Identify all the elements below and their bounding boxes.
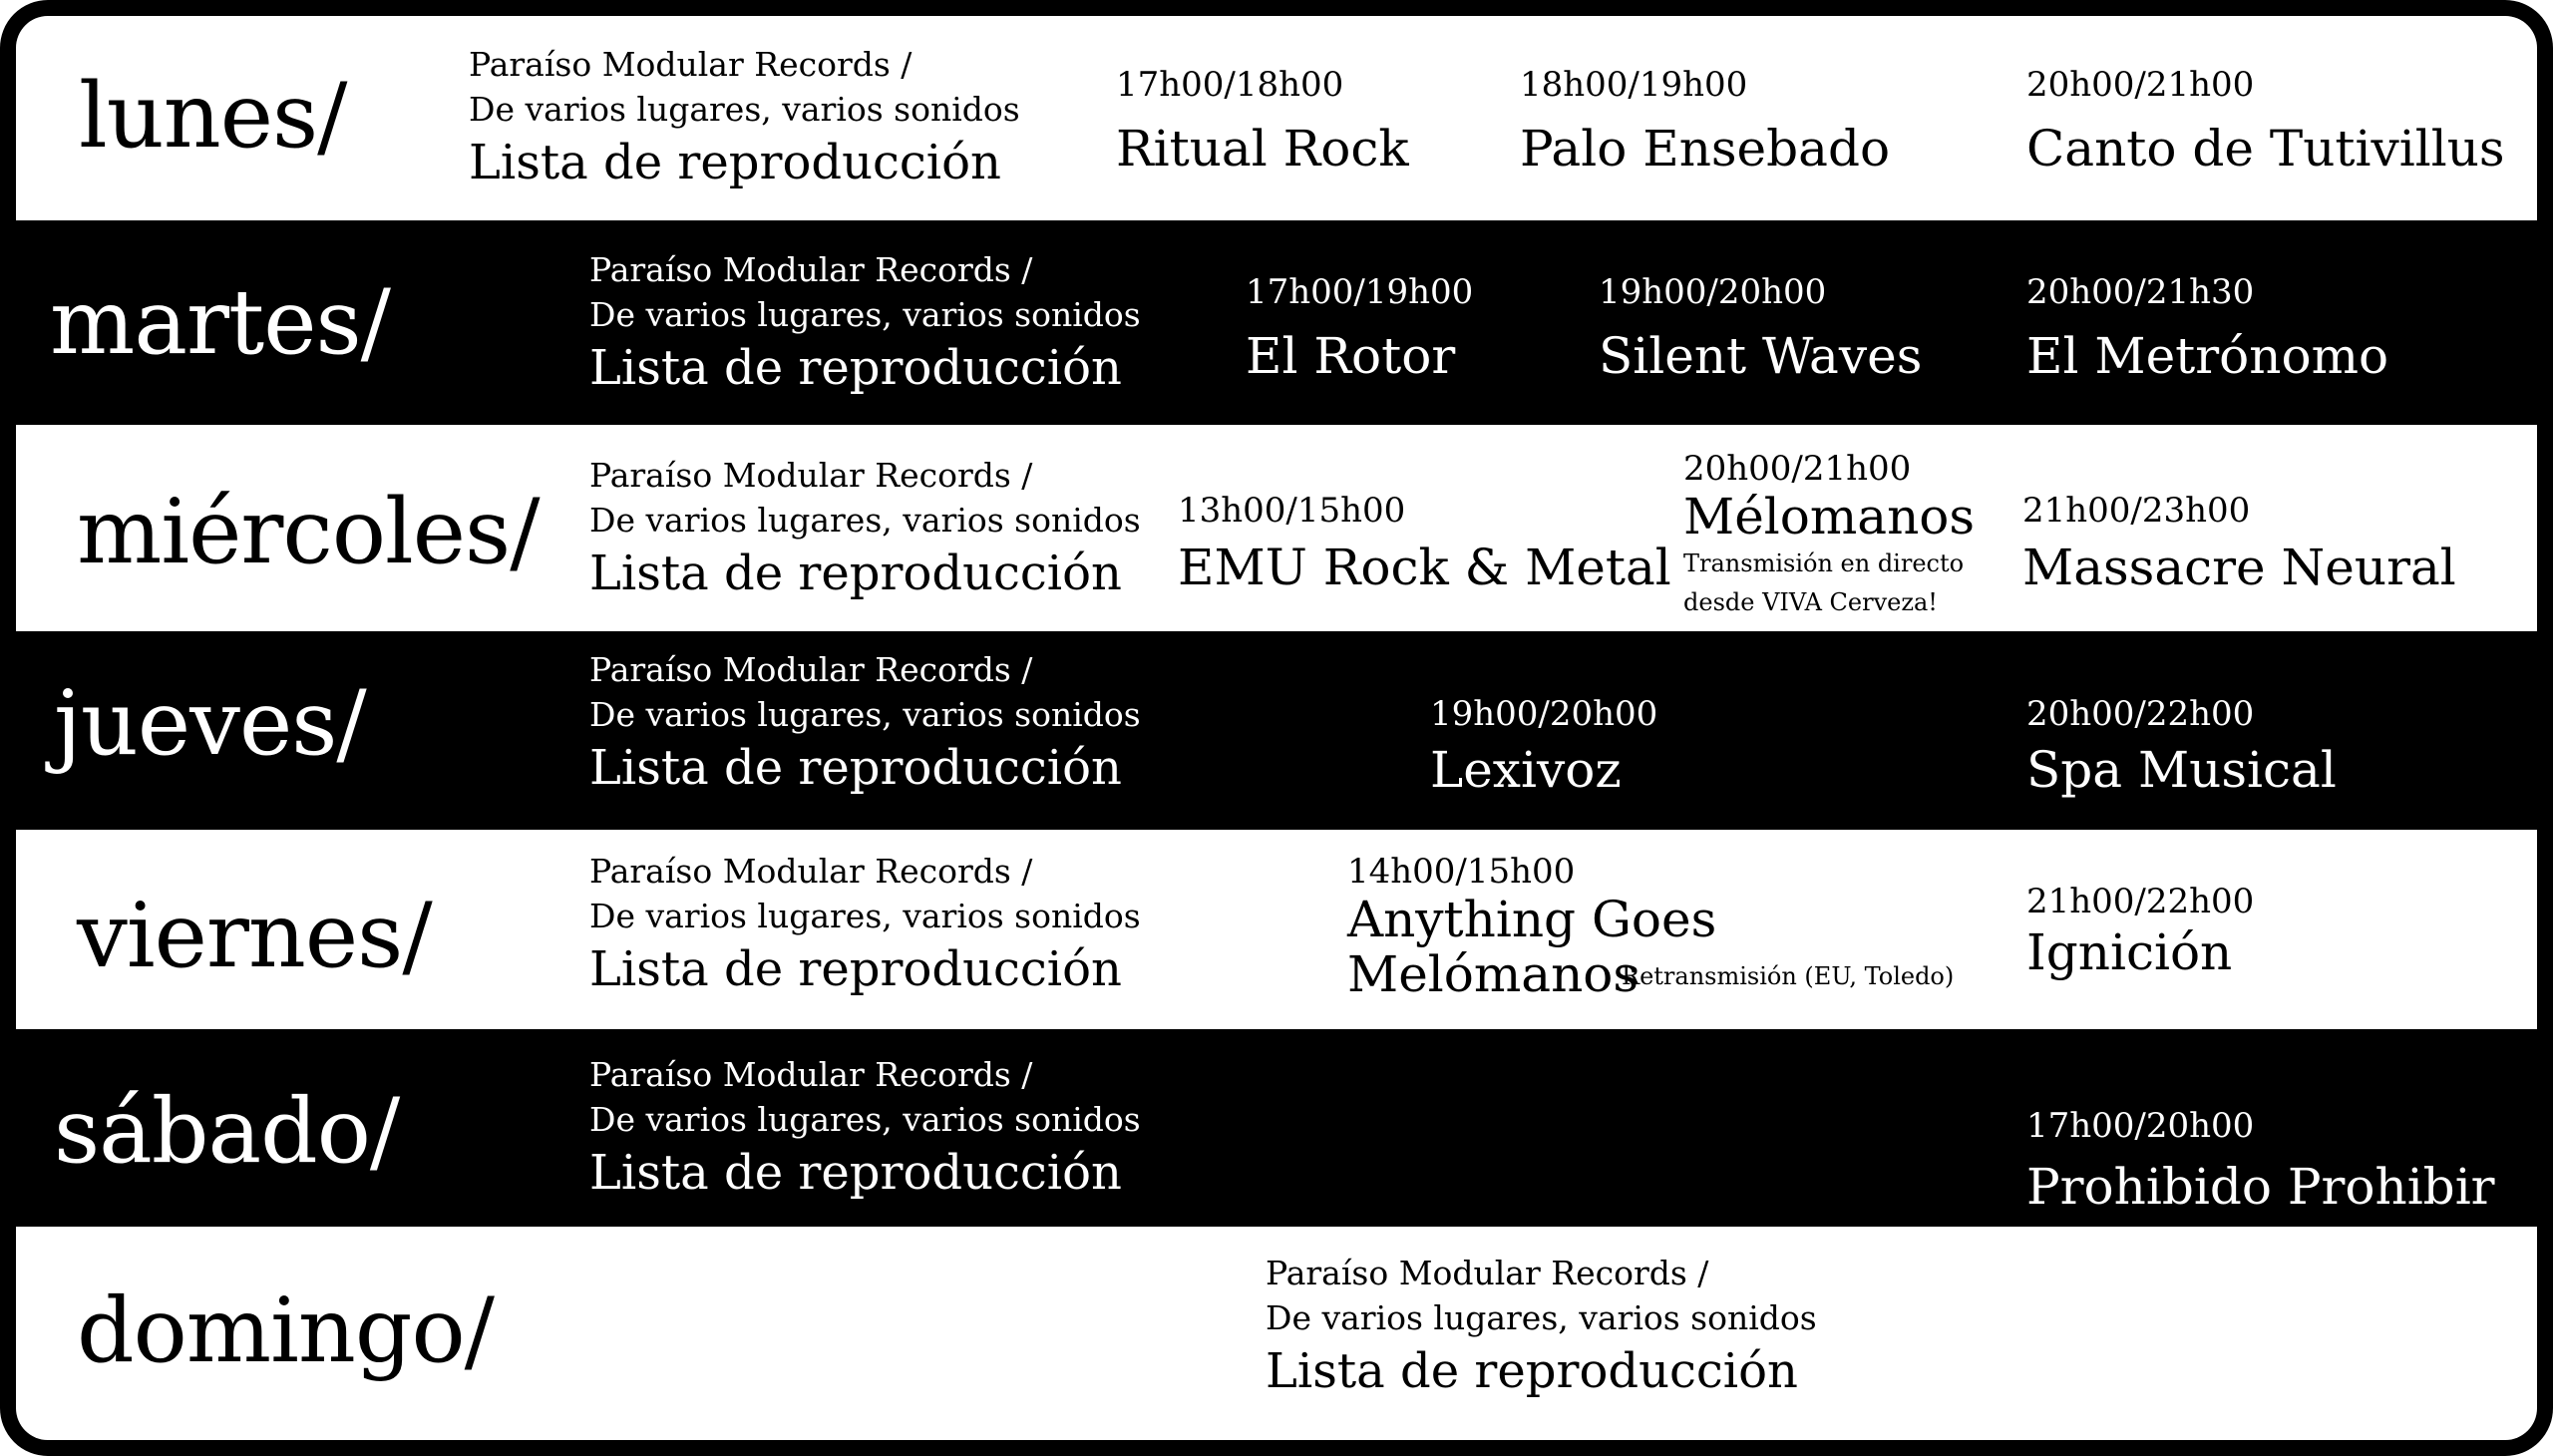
playlist-title: Lista de reproducción <box>1266 1343 1798 1399</box>
day-label: jueves/ <box>54 671 366 776</box>
show-name: Ignición <box>2026 923 2233 981</box>
playlist-label: Paraíso Modular Records / <box>589 852 1033 891</box>
show-note: Transmisión en directo <box>1683 549 1965 577</box>
show-time: 14h00/15h00 <box>1347 852 1576 892</box>
playlist-label: Paraíso Modular Records / <box>589 1055 1033 1094</box>
day-row-miercoles <box>16 425 2537 631</box>
day-label: lunes/ <box>79 64 347 169</box>
day-row-sabado <box>16 1029 2537 1227</box>
show-note: Retransmisión (EU, Toledo) <box>1622 962 1955 990</box>
playlist-title: Lista de reproducción <box>589 546 1122 601</box>
show-time: 21h00/22h00 <box>2026 882 2255 921</box>
playlist-subtitle: De varios lugares, varios sonidos <box>589 501 1141 540</box>
show-time: 17h00/18h00 <box>1116 65 1344 105</box>
playlist-subtitle: De varios lugares, varios sonidos <box>589 295 1141 334</box>
show-time: 20h00/21h00 <box>1683 449 1912 489</box>
day-row-jueves <box>16 631 2537 830</box>
show-name: Lexivoz <box>1430 741 1622 799</box>
day-row-viernes <box>16 830 2537 1029</box>
show-time: 19h00/20h00 <box>1430 694 1658 734</box>
day-row-martes <box>16 220 2537 425</box>
show-name: Canto de Tutivillus <box>2026 120 2505 178</box>
show-name: El Rotor <box>1246 327 1456 385</box>
show-time: 17h00/20h00 <box>2026 1106 2255 1146</box>
playlist-title: Lista de reproducción <box>589 1145 1122 1201</box>
show-time: 19h00/20h00 <box>1599 272 1827 312</box>
playlist-title: Lista de reproducción <box>589 941 1122 997</box>
show-name: Anything Goes <box>1347 891 1717 948</box>
show-name: Melómanos <box>1347 945 1640 1003</box>
playlist-title: Lista de reproducción <box>589 340 1122 396</box>
show-time: 17h00/19h00 <box>1246 272 1474 312</box>
day-label: martes/ <box>50 270 390 375</box>
show-time: 13h00/15h00 <box>1178 491 1406 531</box>
show-time: 18h00/19h00 <box>1520 65 1748 105</box>
show-time: 20h00/21h30 <box>2026 272 2255 312</box>
playlist-subtitle: De varios lugares, varios sonidos <box>469 90 1020 129</box>
show-name: Silent Waves <box>1599 327 1923 385</box>
show-time: 20h00/21h00 <box>2026 65 2255 105</box>
playlist-subtitle: De varios lugares, varios sonidos <box>589 897 1141 935</box>
playlist-subtitle: De varios lugares, varios sonidos <box>589 695 1141 734</box>
day-label: sábado/ <box>54 1079 400 1184</box>
day-label: viernes/ <box>77 884 432 988</box>
playlist-label: Paraíso Modular Records / <box>589 650 1033 689</box>
playlist-title: Lista de reproducción <box>469 135 1001 190</box>
show-time: 21h00/23h00 <box>2022 491 2251 531</box>
show-name: Massacre Neural <box>2022 539 2456 596</box>
show-name: Prohibido Prohibir <box>2026 1158 2495 1216</box>
playlist-subtitle: De varios lugares, varios sonidos <box>589 1100 1141 1139</box>
playlist-title: Lista de reproducción <box>589 740 1122 796</box>
show-note: desde VIVA Cerveza! <box>1683 588 1938 616</box>
day-row-lunes <box>16 16 2537 220</box>
show-name: Ritual Rock <box>1116 120 1409 178</box>
playlist-label: Paraíso Modular Records / <box>589 250 1033 289</box>
playlist-label: Paraíso Modular Records / <box>589 456 1033 495</box>
show-name: EMU Rock & Metal <box>1178 539 1671 596</box>
playlist-label: Paraíso Modular Records / <box>469 45 912 84</box>
show-name: Spa Musical <box>2026 741 2337 799</box>
show-name: Mélomanos <box>1683 488 1976 546</box>
day-label: miércoles/ <box>77 480 540 584</box>
day-label: domingo/ <box>77 1278 495 1383</box>
show-name: Palo Ensebado <box>1520 120 1891 178</box>
show-time: 20h00/22h00 <box>2026 694 2255 734</box>
playlist-label: Paraíso Modular Records / <box>1266 1254 1709 1292</box>
playlist-subtitle: De varios lugares, varios sonidos <box>1266 1298 1817 1337</box>
show-name: El Metrónomo <box>2026 327 2389 385</box>
day-row-domingo <box>16 1227 2537 1440</box>
